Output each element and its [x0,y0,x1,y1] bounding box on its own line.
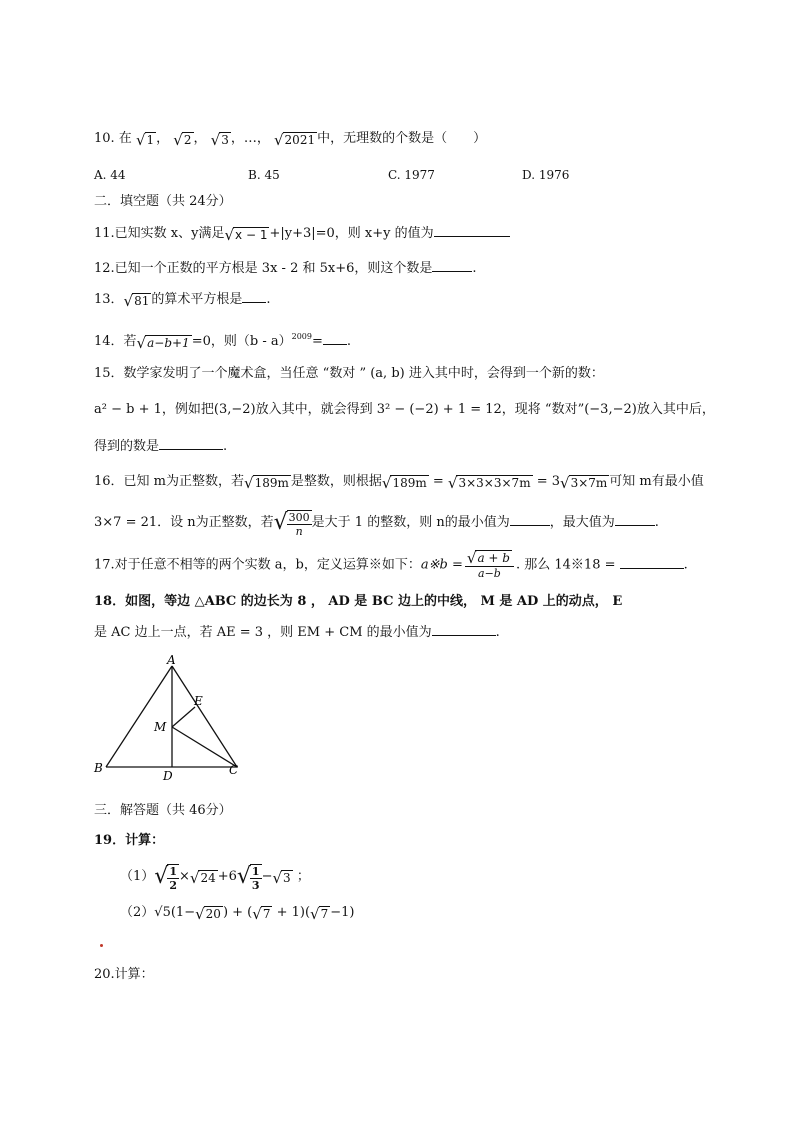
label-a: A [167,653,176,667]
answer-blank [620,556,684,569]
question-15-line-3: 得到的数是 . [94,439,228,454]
answer-blank [323,332,347,345]
segment-me [172,707,195,727]
sqrt-189m-2: √ 189m [381,474,427,492]
section-3-heading: 三．解答题（共 46分） [94,803,232,818]
question-19-title: 19．计算： [94,833,165,848]
sqrt-3x3x3x7m: √ 3×3×3×7m [447,474,531,492]
question-16-line-2: 3×7 = 21．设 n为正整数，若 √ $\frac{300}{n}$ 是大于 1 的整数，则 n的最小值为 ，最大值为 . [94,510,659,538]
question-19-part-2: （2）√5(1− √ 20 ) + ( √ 7 + 1)( √ 7 −1) [120,905,355,923]
sqrt-81: √ 81 [123,292,150,310]
label-e: E [194,694,203,708]
sqrt-x-minus-1: √ x − 1 [224,226,268,244]
label-d: D [163,769,173,783]
option-a: A. 44 [94,168,126,182]
option-d: D. 1976 [522,168,570,182]
answer-blank [434,224,510,237]
answer-blank [242,290,266,303]
section-2-heading: 二．填空题（共 24分） [94,194,232,209]
sqrt-2021: √ 2021 [273,131,316,149]
answer-blank [432,259,472,272]
question-18-line-2: 是 AC 边上一点，若 AE = 3 ，则 EM + CM 的最小值为 . [94,625,500,640]
question-13: 13． √ 81 的算术平方根是 . [94,292,271,310]
answer-blank [432,623,496,636]
sqrt-3x7m: √ 3×7m [560,474,608,492]
sqrt-1: √ 1 [135,131,155,149]
question-17: 17.对于任意不相等的两个实数 a，b，定义运算※如下：a※b = √ a + b a−b . 那么 14※18 = . [94,549,688,580]
max-answer-blank [615,513,655,526]
min-answer-blank [510,513,550,526]
question-19-part-1: （1） √ $\frac{1}{2}$ × √ 24 +6 √ $\frac{1}{3}$ − √ 3 ； [120,864,310,892]
question-15-line-2: a² − b + 1，例如把(3,−2)放入其中，就会得到 3² − (−2) + 1 = 12，现将 “数对”(−3,−2)放入其中后， [94,402,715,417]
question-12: 12.已知一个正数的平方根是 3x - 2 和 5x+6，则这个数是 . [94,261,477,276]
side-ab [106,666,172,767]
sqrt-3: √ 3 [210,131,229,149]
label-c: C [229,763,239,777]
label-m: M [154,720,167,734]
question-14: 14．若 √ a−b+1 =0，则（b - a）$^{2009}$= . [94,332,352,352]
option-b: B. 45 [248,168,280,182]
label-b: B [94,761,103,775]
question-10: 10. 在 √ 1 ， √ 2 ， √ 3 ，…， √ 2021 中，无理数的个数是（ ） [94,131,487,149]
question-15-line-1: 15．数学家发明了一个魔术盒，当任意 “数对 ” (a, b) 进入其中时，会得到一个新的数： [94,366,604,381]
sqrt-a-b-1: √ a−b+1 [136,334,190,352]
side-ac [172,666,237,767]
answer-blank [159,437,223,450]
question-11: 11.已知实数 x、y满足 √ x − 1 +|y+3|=0，则 x+y 的值为 [94,224,510,243]
stray-dot [100,944,103,947]
option-c: C. 1977 [388,168,435,182]
sqrt-189m: √ 189m [244,474,289,492]
question-20: 20.计算： [94,967,154,982]
segment-mc [172,727,237,767]
triangle-figure [90,650,250,785]
question-16-line-1: 16．已知 m为正整数，若 √ 189m 是整数，则根据 √ 189m = √ 3×3×3×7m = 3 √ 3×7m 可知 m有最小值 [94,474,704,492]
sqrt-300-over-n: √ $\frac{300}{n}$ [273,510,310,538]
question-18-line-1: 18．如图，等边 △ABC 的边长为 8 ， AD 是 BC 边上的中线， M 是 AD 上的动点， E [94,594,623,609]
sqrt-2: √ 2 [173,131,192,149]
